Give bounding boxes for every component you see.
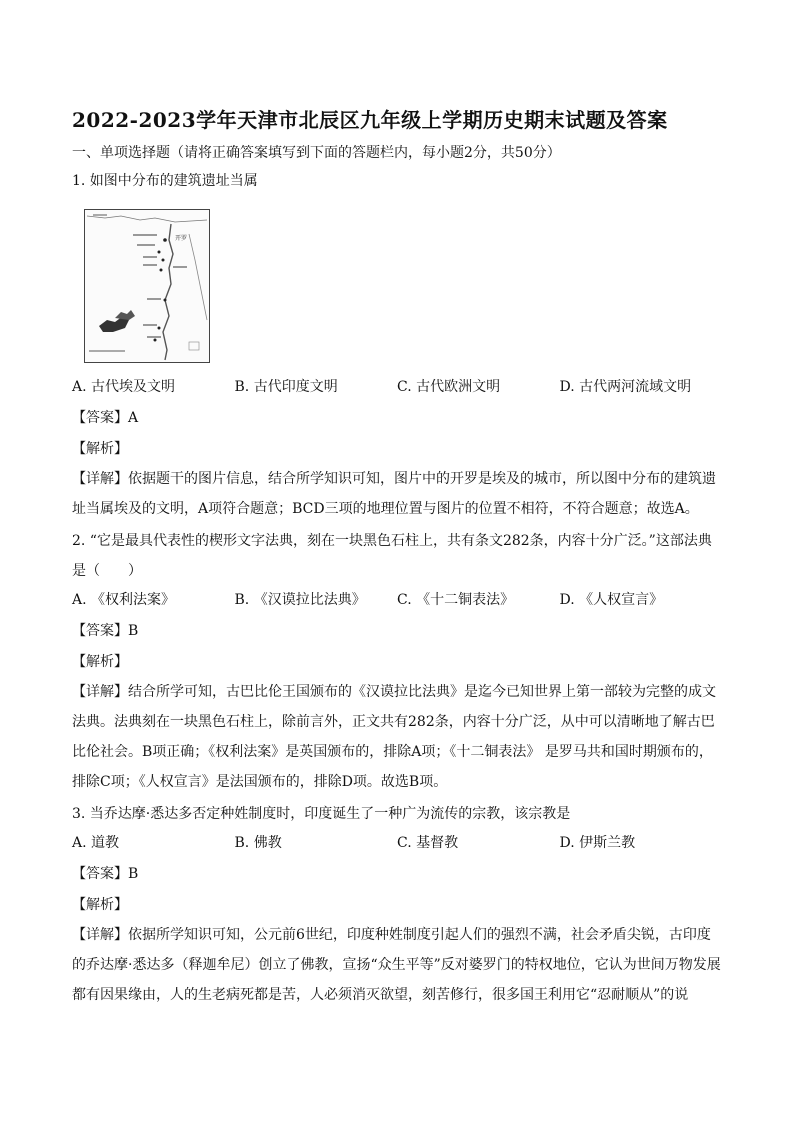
map-figure <box>84 209 210 363</box>
analysis-label: 【解析】 <box>72 654 128 670</box>
question-1 <box>72 171 722 524</box>
option-c[interactable]: C. 《十二铜表法》 <box>397 592 515 608</box>
question-stem: 2. “它是最具代表性的楔形文字法典，刻在一块黑色石柱上，共有条文282条，内容十分广泛。”这部法典是（ ） <box>72 533 712 579</box>
page-title: 2022-2023学年天津市北辰区九年级上学期历史期末试题及答案 <box>72 108 668 132</box>
option-c[interactable]: C. 基督教 <box>397 835 459 851</box>
options-row <box>72 377 722 397</box>
nile-map-drawing <box>85 210 209 362</box>
option-b[interactable]: B. 佛教 <box>234 835 282 851</box>
cairo-label: 开罗 <box>175 235 188 242</box>
option-a[interactable]: A. 古代埃及文明 <box>72 379 176 395</box>
section-header: 一、单项选择题（请将正确答案填写到下面的答题栏内，每小题2分，共50分） <box>72 145 561 161</box>
option-a[interactable]: A. 道教 <box>72 835 120 851</box>
detail-text: 【详解】依据所学知识可知，公元前6世纪，印度种姓制度引起人们的强烈不满，社会矛盾尖锐，古印度的乔达摩·悉达多（释迦牟尼）创立了佛教，宣扬“众生平等”反对婆罗门的特权地位，它认为世间万物发展都有因果缘由，人的生老病死都是苦，人必须消灭欲望，刻苦修行，很多国王利用它“忍耐顺从”的说 <box>72 927 721 1003</box>
question-stem: 1. 如图中分布的建筑遗址当属 <box>72 173 258 189</box>
analysis-label: 【解析】 <box>72 441 128 457</box>
document-page <box>72 104 722 1010</box>
answer-label: 【答案】A <box>72 410 139 426</box>
detail-text: 【详解】依据题干的图片信息，结合所学知识可知，图片中的开罗是埃及的城市，所以图中分布的建筑遗址当属埃及的文明，A项符合题意；BCD三项的地理位置与图片的位置不相符，不符合题意；故选A。 <box>72 471 716 517</box>
option-d[interactable]: D. 伊斯兰教 <box>559 835 636 851</box>
option-c[interactable]: C. 古代欧洲文明 <box>397 379 501 395</box>
question-2 <box>72 526 722 797</box>
option-b[interactable]: B. 古代印度文明 <box>234 379 338 395</box>
option-a[interactable]: A. 《权利法案》 <box>72 592 176 608</box>
detail-text: 【详解】结合所学可知，古巴比伦王国颁布的《汉谟拉比法典》是迄今已知世界上第一部较为完整的成文法典。法典刻在一块黑色石柱上，除前言外，正文共有282条，内容十分广泛，从中可以清晰地了解古巴比伦社会。B项正确；《权利法案》是英国颁布的，排除A项；《十二铜表法》 是罗马共和国时期颁布的，排除C项；《人权宣言》是法国颁布的，排除D项。故选B项。 <box>72 684 716 790</box>
option-d[interactable]: D. 《人权宣言》 <box>559 592 664 608</box>
question-stem: 3. 当乔达摩·悉达多否定种姓制度时，印度诞生了一种广为流传的宗教，该宗教是 <box>72 806 571 822</box>
answer-label: 【答案】B <box>72 866 139 882</box>
option-b[interactable]: B. 《汉谟拉比法典》 <box>234 592 366 608</box>
option-d[interactable]: D. 古代两河流域文明 <box>559 379 692 395</box>
question-3 <box>72 799 722 1010</box>
answer-label: 【答案】B <box>72 623 139 639</box>
options-row <box>72 590 722 610</box>
analysis-label: 【解析】 <box>72 897 128 913</box>
options-row <box>72 833 722 853</box>
